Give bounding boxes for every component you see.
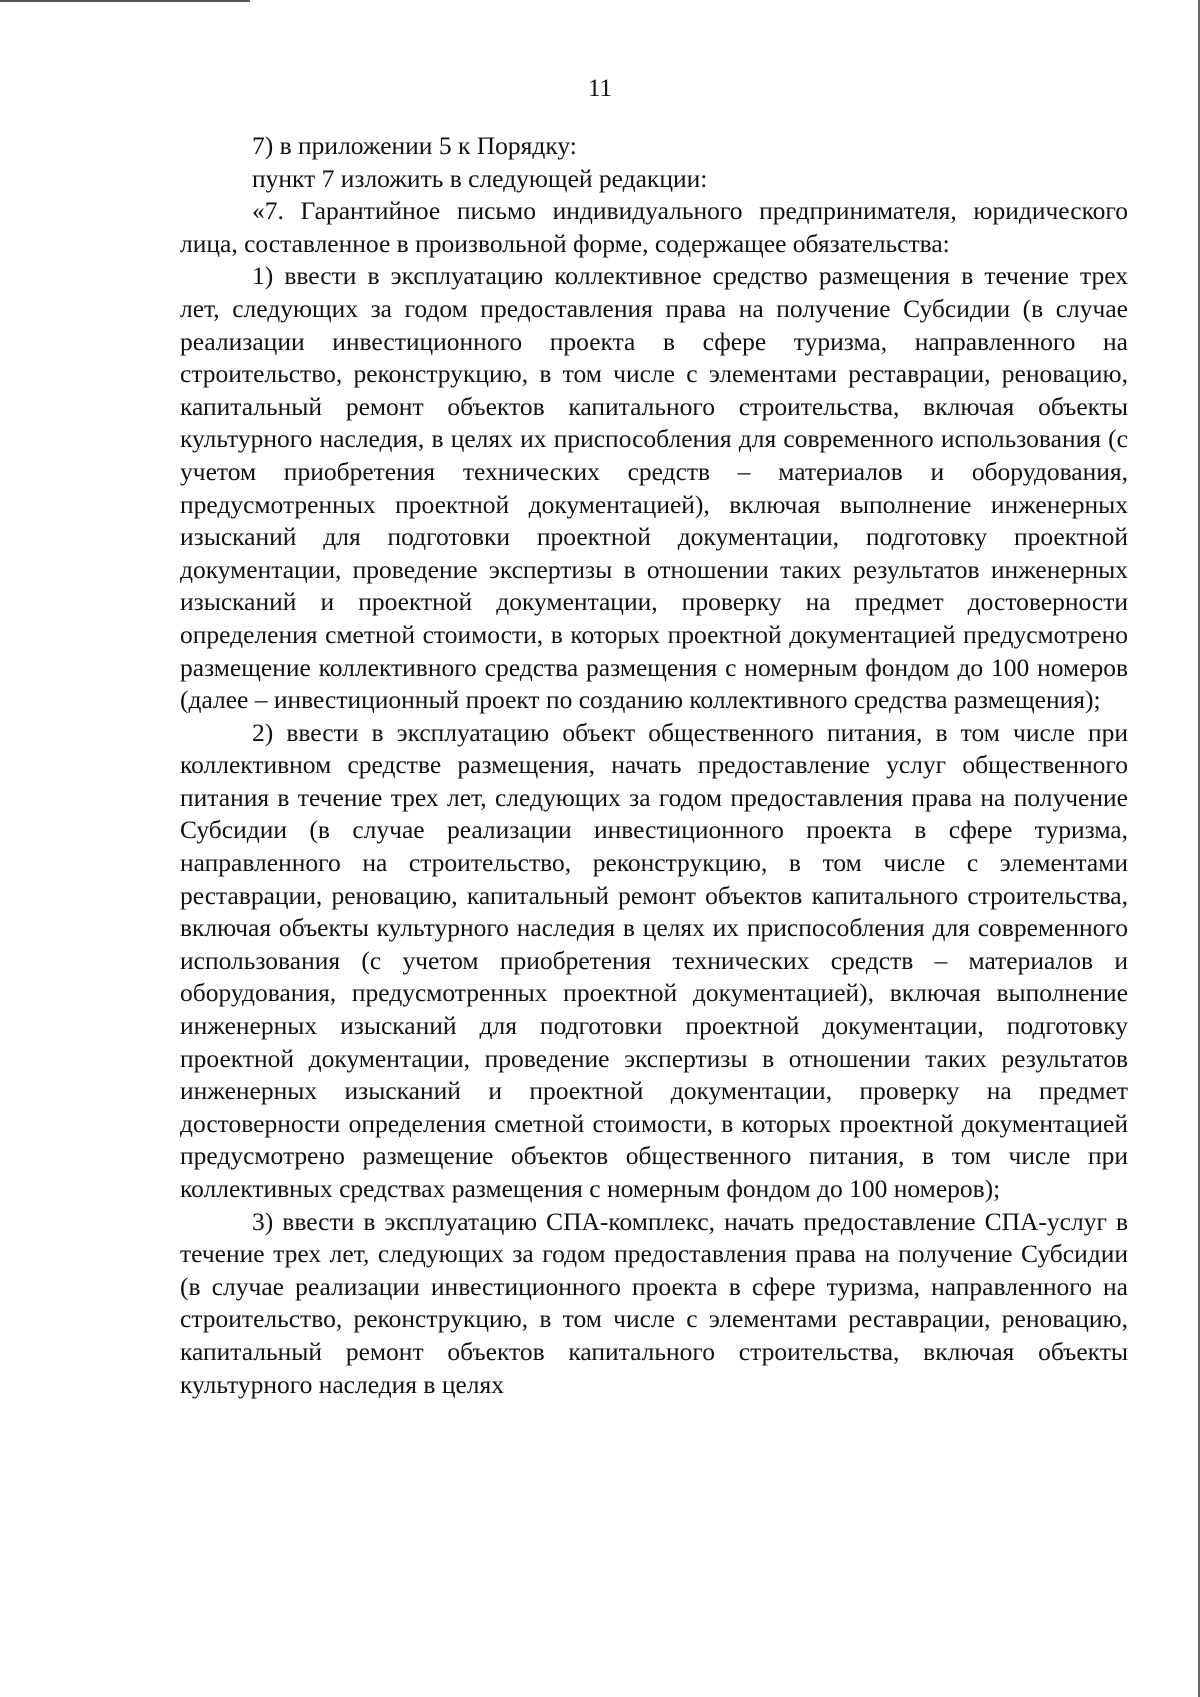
paragraph-point-7-instruction: пункт 7 изложить в следующей редакции: [252, 163, 708, 193]
paragraph-obligation-1: 1) ввести в эксплуатацию коллективное средство размещения в течение трех лет, следующих за годом предоставления права на получение Субсидии (в случае реализации инвестиционного проекта в сфере туризма, направленного на строительство, реконструкцию, в том числе с элементами реставрации, реновацию, капитальный ремонт объектов капитального строительства, включая объекты культурного наследия, в целях их приспособления для современного использования (с учетом приобретения технических средств – материалов и оборудования, предусмотренных проектной документацией), включая выполнение инженерных изысканий для подготовки проектной документации, подготовку проектной документации, проведение экспертизы в отношении таких результатов инженерных изысканий и проектной документации, проверку на предмет достоверности определения сметной стоимости, в которых проектной документацией предусмотрено размещение коллективного средства размещения с номерным фондом до 100 номеров (далее – инвестиционный проект по созданию коллективного средства размещения); [180, 261, 1128, 715]
page-number: 11 [587, 75, 613, 102]
document-body [180, 130, 1128, 1401]
scan-edge-top [0, 0, 250, 2]
paragraph-guarantee-letter: «7. Гарантийное письмо индивидуального предпринимателя, юридического лица, составленное в произвольной форме, содержащее обязательства: [180, 196, 1128, 258]
paragraph-obligation-2: 2) ввести в эксплуатацию объект общественного питания, в том числе при коллективном средстве размещения, начать предоставление услуг общественного питания в течение трех лет, следующих за годом предоставления права на получение Субсидии (в случае реализации инвестиционного проекта в сфере туризма, направленного на строительство, реконструкцию, в том числе с элементами реставрации, реновацию, капитальный ремонт объектов капитального строительства, включая объекты культурного наследия в целях их приспособления для современного использования (с учетом приобретения технических средств – материалов и оборудования, предусмотренных проектной документацией), включая выполнение инженерных изысканий для подготовки проектной документации, подготовку проектной документации, проведение экспертизы в отношении таких результатов инженерных изысканий и проектной документации, проверку на предмет достоверности определения сметной стоимости, в которых проектной документацией предусмотрено размещение объектов общественного питания, в том числе при коллективных средствах размещения с номерным фондом до 100 номеров); [180, 717, 1128, 1203]
paragraph-obligation-3: 3) ввести в эксплуатацию СПА-комплекс, начать предоставление СПА-услуг в течение трех лет, следующих за годом предоставления права на получение Субсидии (в случае реализации инвестиционного проекта в сфере туризма, направленного на строительство, реконструкцию, в том числе с элементами реставрации, реновацию, капитальный ремонт объектов капитального строительства, включая объекты культурного наследия в целях [180, 1206, 1128, 1399]
paragraph-item-7-intro: 7) в приложении 5 к Порядку: [252, 131, 577, 160]
